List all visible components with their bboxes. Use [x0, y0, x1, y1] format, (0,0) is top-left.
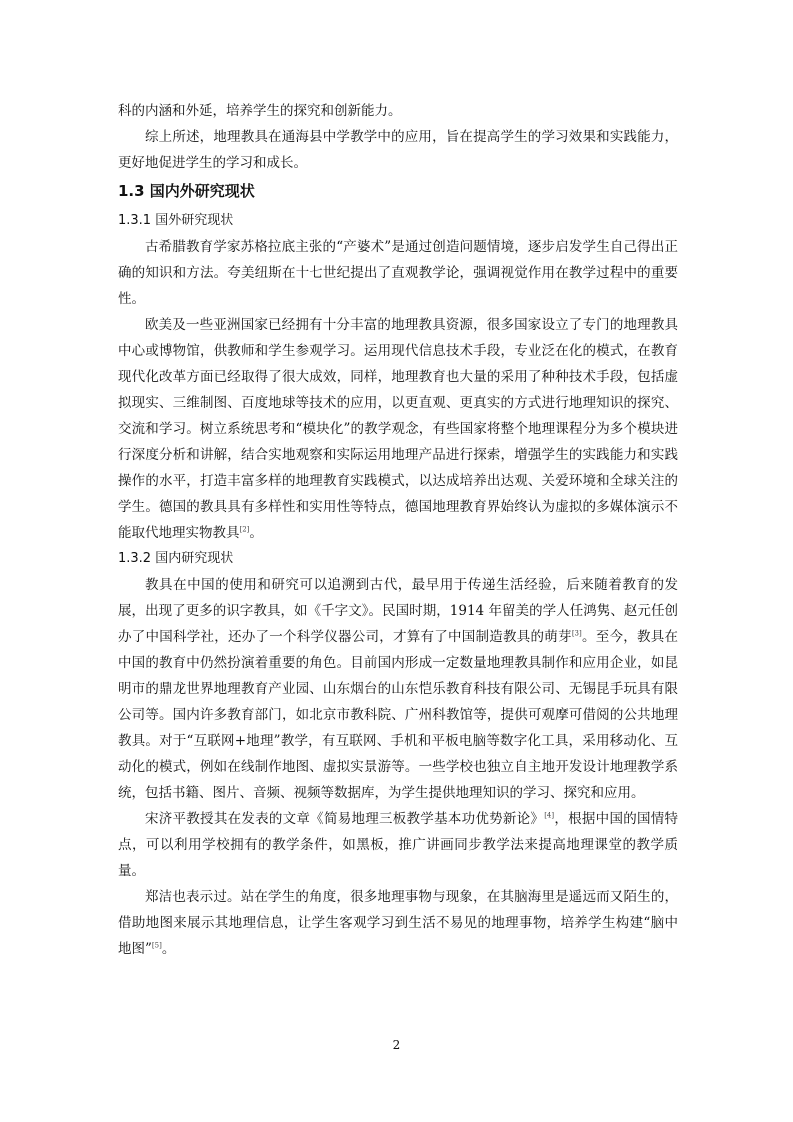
- subsection-heading-1-3-2: 1.3.2 国内研究现状: [118, 551, 234, 566]
- paragraph: [118, 806, 678, 884]
- page-number: 2: [392, 1038, 401, 1052]
- paragraph-text: 教具在中国的使用和研究可以追溯到古代，最早用于传递生活经验，后来随着教育的发展，出现了更多的识字教具，如《千字文》。民国时期，1914 年留美的学人任鸿隽、赵元任创办了中国科学社，还办了一个科学仪器公司，才算有了中国制造教具的萌芽: [118, 577, 678, 645]
- paragraph-text: 。至今，教具在中国的教育中仍然扮演着重要的角色。目前国内形成一定数量地理教具制作和应用企业，如昆明市的鼎龙世界地理教育产业园、山东烟台的山东恺乐教育科技有限公司、无锡昆手玩具有限公司等。国内许多教育部门，如北京市教科院、广州科教馆等，提供可观摩可借阅的公共地理教具。对于“互联网+地理”教学，有互联网、手机和平板电脑等数字化工具，采用移动化、互动化的模式，例如在线制作地图、虚拟实景游等。一些学校也独立自主地开发设计地理教学系统，包括书籍、图片、音频、视频等数据库，为学生提供地理知识的学习、探究和应用。: [118, 629, 679, 801]
- paragraph-text: 宋济平教授其在发表的文章《简易地理三板教学基本功优势新论》: [145, 811, 545, 827]
- paragraph: 科的内涵和外延，培养学生的探究和创新能力。: [118, 103, 402, 119]
- paragraph-text: ，根据中国的国情特点，可以利用学校拥有的教学条件，如黑板，推广讲画同步教学法来提高地理课堂的教学质量。: [118, 811, 679, 879]
- paragraph: 综上所述，地理教具在通海县中学教学中的应用，旨在提高学生的学习效果和实践能力，更好地促进学生的学习和成长。: [118, 129, 678, 171]
- paragraph: [118, 572, 678, 806]
- paragraph-text: 。: [161, 941, 176, 957]
- document-body: [118, 98, 678, 962]
- citation-ref: [3]: [571, 629, 582, 638]
- paragraph-text: 郑洁也表示过。站在学生的角度，很多地理事物与现象，在其脑海里是遥远而又陌生的，借助地图来展示其地理信息，让学生客观学习到生活不易见的地理事物，培养学生构建“脑中地图”: [118, 889, 678, 957]
- citation-ref: [2]: [239, 525, 250, 534]
- paragraph: [118, 884, 678, 962]
- paragraph-text: 欧美及一些亚洲国家已经拥有十分丰富的地理教具资源，很多国家设立了专门的地理教具中心或博物馆，供教师和学生参观学习。运用现代信息技术手段，专业泛在化的模式，在教育现代化改革方面已经取得了很大成效，同样，地理教育也大量的采用了种种技术手段，包括虚拟现实、三维制图、百度地球等技术的应用，以更直观、更真实的方式进行地理知识的探究、交流和学习。树立系统思考和“模块化”的教学观念，有些国家将整个地理课程分为多个模块进行深度分析和讲解，结合实地观察和实际运用地理产品进行探索，增强学生的实践能力和实践操作的水平，打造丰富多样的地理教育实践模式，以达成培养出达观、关爱环境和全球关注的学生。德国的教具具有多样性和实用性等特点，德国地理教育界始终认为虚拟的多媒体演示不能取代地理实物教具: [118, 317, 678, 541]
- citation-ref: [4]: [544, 811, 555, 820]
- citation-ref: [5]: [151, 941, 162, 950]
- paragraph: [118, 312, 678, 546]
- paragraph: 古希腊教育学家苏格拉底主张的“产婆术”是通过创造问题情境，逐步启发学生自己得出正确的知识和方法。夸美纽斯在十七世纪提出了直观教学论，强调视觉作用在教学过程中的重要性。: [118, 239, 678, 307]
- section-heading-1-3: 1.3 国内外研究现状: [118, 182, 255, 200]
- paragraph-text: 。: [249, 525, 263, 541]
- subsection-heading-1-3-1: 1.3.1 国外研究现状: [118, 213, 234, 228]
